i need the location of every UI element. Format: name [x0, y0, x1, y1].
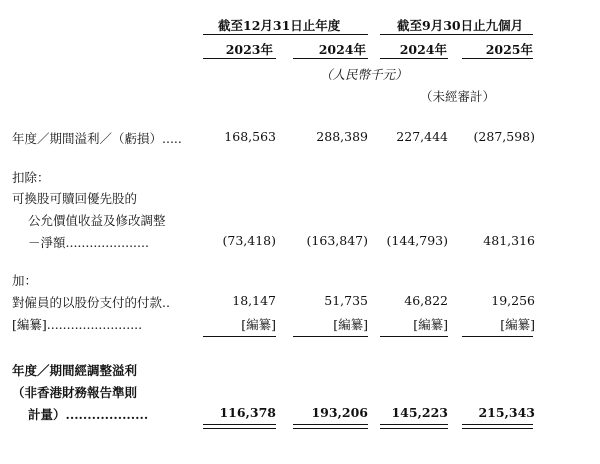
deduct-heading: 扣除： — [12, 170, 50, 185]
pref-label-line1: 可換股可贖回優先股的 — [12, 191, 138, 206]
year-underline-4 — [462, 58, 533, 59]
unaudited-label: （未經審計） — [420, 89, 496, 104]
year-header-2: 2024年 — [318, 42, 366, 57]
profit-loss-9m-2025: (287,598) — [473, 129, 535, 144]
redacted-2023: [編纂] — [241, 317, 276, 332]
adjusted-9m-2025: 215,343 — [478, 405, 535, 420]
pref-2024: (163,847) — [306, 233, 368, 248]
group-header-fy: 截至12月31日止年度 — [218, 18, 341, 33]
year-header-1: 2023年 — [225, 42, 273, 57]
pref-9m-2024: (144,793) — [386, 233, 448, 248]
redacted-9m-2025: [編纂] — [500, 317, 535, 332]
share-payment-9m-2024: 46,822 — [404, 293, 448, 308]
subtotal-rule-4 — [462, 336, 533, 337]
add-heading: 加： — [12, 273, 38, 288]
group-underline-fy — [203, 34, 368, 35]
adjusted-label-line2: （非香港財務報告準則 — [12, 385, 138, 400]
subtotal-rule-2 — [293, 336, 368, 337]
row-label-profit-loss: 年度／期間溢利／（虧損）..... — [12, 131, 182, 146]
pref-label-line3: －淨額..................... — [28, 235, 149, 250]
subtotal-rule-1 — [203, 336, 276, 337]
profit-loss-9m-2024: 227,444 — [396, 129, 448, 144]
total-double-rule-3 — [380, 424, 448, 429]
pref-9m-2025: 481,316 — [483, 233, 535, 248]
adjusted-2023: 116,378 — [219, 405, 276, 420]
share-payment-9m-2025: 19,256 — [491, 293, 535, 308]
subtotal-rule-3 — [380, 336, 448, 337]
share-payment-label: 對僱員的以股份支付的付款.. — [12, 295, 170, 310]
redacted-9m-2024: [編纂] — [413, 317, 448, 332]
year-underline-2 — [293, 58, 368, 59]
share-payment-2024: 51,735 — [324, 293, 368, 308]
profit-loss-2023: 168,563 — [224, 129, 276, 144]
total-double-rule-4 — [462, 424, 533, 429]
total-double-rule-1 — [203, 424, 276, 429]
pref-label-line2: 公允價值收益及修改調整 — [28, 213, 166, 228]
unit-label: （人民幣千元） — [320, 67, 408, 82]
year-header-4: 2025年 — [485, 42, 533, 57]
group-underline-9m — [380, 34, 533, 35]
redacted-2024: [編纂] — [333, 317, 368, 332]
year-header-3: 2024年 — [399, 42, 447, 57]
year-underline-3 — [380, 58, 448, 59]
pref-2023: (73,418) — [222, 233, 276, 248]
adjusted-label-line3: 計量）................... — [28, 407, 149, 422]
redacted-label: [編纂]........................ — [12, 317, 143, 332]
year-underline-1 — [203, 58, 276, 59]
group-header-9m: 截至9月30日止九個月 — [397, 18, 524, 33]
adjusted-9m-2024: 145,223 — [391, 405, 448, 420]
adjusted-label-line1: 年度／期間經調整溢利 — [12, 363, 138, 378]
share-payment-2023: 18,147 — [232, 293, 276, 308]
adjusted-2024: 193,206 — [311, 405, 368, 420]
total-double-rule-2 — [293, 424, 368, 429]
profit-loss-2024: 288,389 — [316, 129, 368, 144]
